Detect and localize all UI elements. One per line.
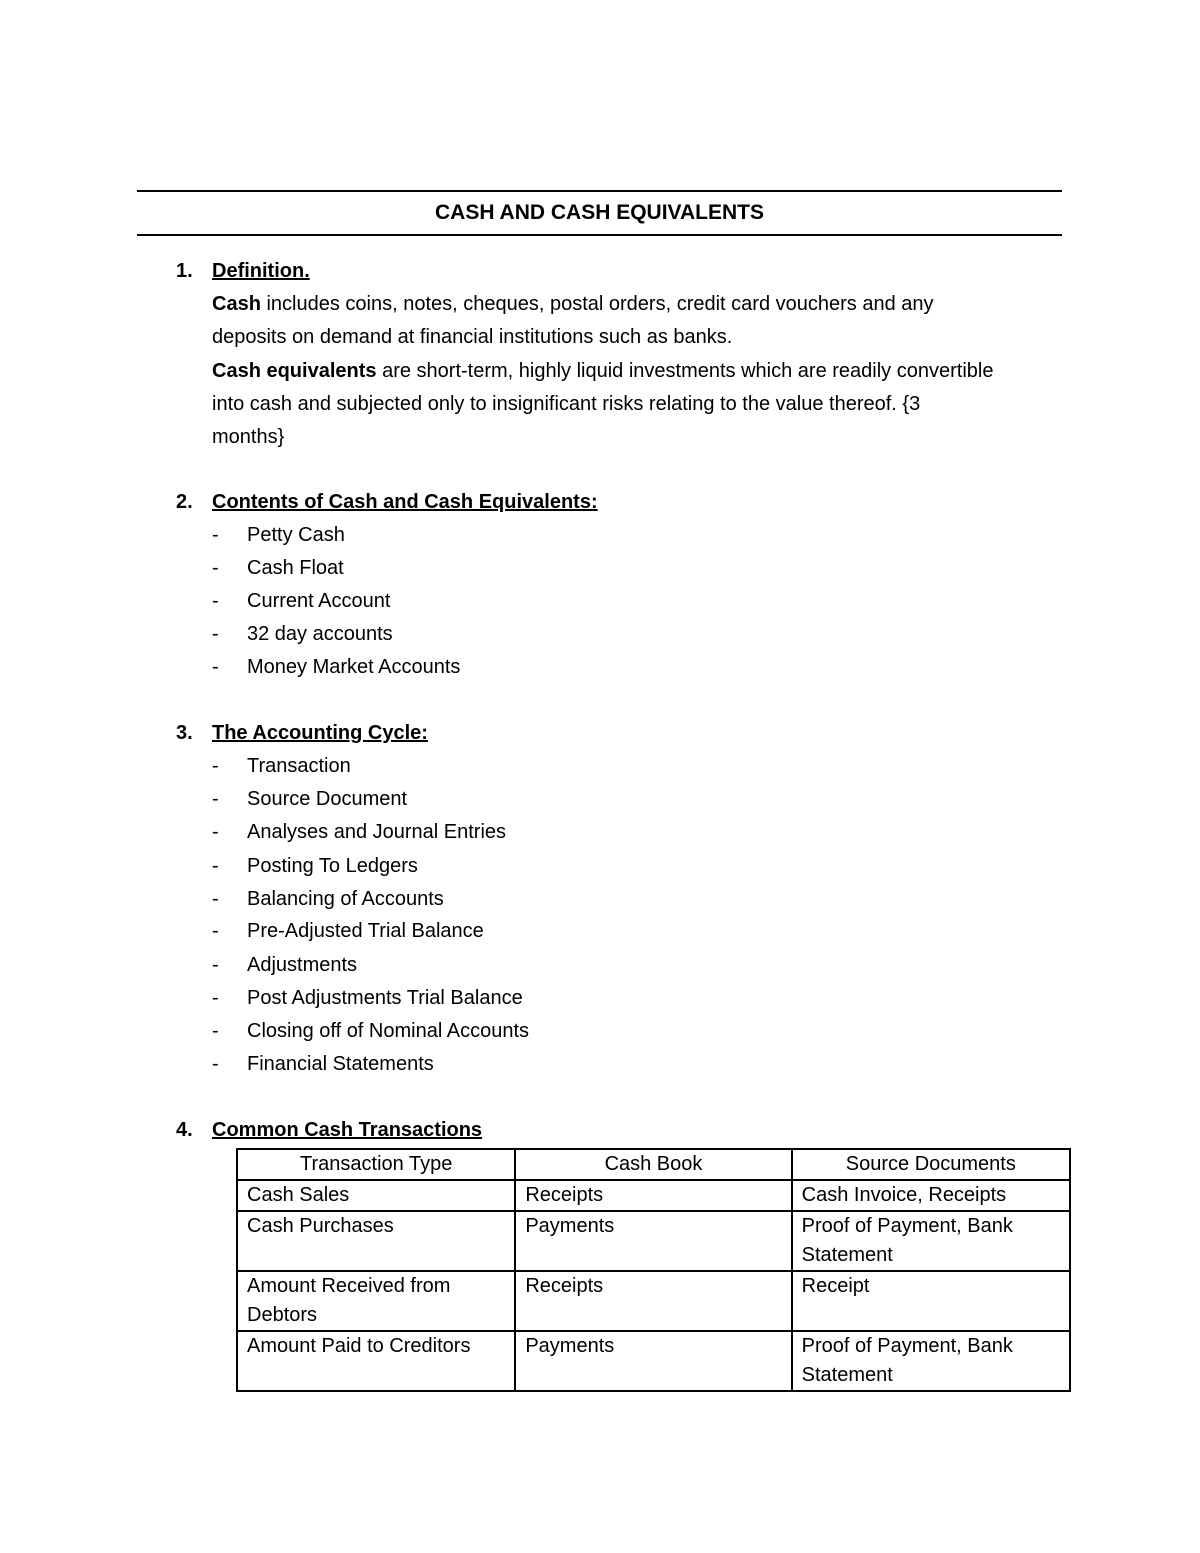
section-3-number: 3. <box>176 722 193 744</box>
list-item: Closing off of Nominal Accounts <box>247 1020 530 1042</box>
list-item: 32 day accounts <box>247 623 393 645</box>
column-header: Cash Book <box>515 1149 791 1180</box>
table-cell: Amount Received from Debtors <box>237 1271 515 1331</box>
table-cell: Payments <box>515 1211 791 1271</box>
section-1-heading: Definition. <box>212 260 310 282</box>
bullet-dash: - <box>212 755 219 777</box>
bullet-dash: - <box>212 656 219 678</box>
table-row <box>237 1211 1070 1271</box>
bullet-dash: - <box>212 1020 219 1042</box>
page-title: CASH AND CASH EQUIVALENTS <box>434 201 765 224</box>
table-cell: Proof of Payment, Bank Statement <box>792 1331 1070 1391</box>
table-row <box>237 1331 1070 1391</box>
table-cell: Payments <box>515 1331 791 1391</box>
section-2-heading: Contents of Cash and Cash Equivalents: <box>212 491 598 513</box>
definition-cash-line-2: deposits on demand at financial institutions such as banks. <box>212 326 733 348</box>
list-item: Transaction <box>247 755 351 777</box>
list-item: Financial Statements <box>247 1053 434 1075</box>
section-4-heading: Common Cash Transactions <box>212 1119 483 1141</box>
title-top-rule <box>137 190 1062 192</box>
term-cash: Cash <box>212 293 261 315</box>
cash-transactions-table <box>236 1148 1071 1392</box>
table-cell: Receipts <box>515 1180 791 1211</box>
bullet-dash: - <box>212 987 219 1009</box>
definition-equivalents-text-1: are short-term, highly liquid investments which are readily convertible <box>376 360 994 382</box>
list-item: Petty Cash <box>247 524 345 546</box>
section-1-number: 1. <box>176 260 193 282</box>
bullet-dash: - <box>212 821 219 843</box>
bullet-dash: - <box>212 590 219 612</box>
table-cell: Amount Paid to Creditors <box>237 1331 515 1391</box>
table-row <box>237 1180 1070 1211</box>
table-cell: Receipts <box>515 1271 791 1331</box>
section-2-number: 2. <box>176 491 193 513</box>
title-bottom-rule <box>137 234 1062 236</box>
bullet-dash: - <box>212 524 219 546</box>
column-header: Source Documents <box>792 1149 1070 1180</box>
list-item: Cash Float <box>247 557 344 579</box>
bullet-dash: - <box>212 623 219 645</box>
definition-cash-text-1: includes coins, notes, cheques, postal orders, credit card vouchers and any <box>260 293 934 315</box>
section-4-number: 4. <box>176 1119 193 1141</box>
list-item: Posting To Ledgers <box>247 855 418 877</box>
list-item: Analyses and Journal Entries <box>247 821 507 843</box>
table-cell: Cash Purchases <box>237 1211 515 1271</box>
bullet-dash: - <box>212 855 219 877</box>
column-header: Transaction Type <box>237 1149 515 1180</box>
list-item: Current Account <box>247 590 391 612</box>
section-3-heading: The Accounting Cycle: <box>212 722 428 744</box>
list-item: Source Document <box>247 788 408 810</box>
table-cell: Cash Sales <box>237 1180 515 1211</box>
list-item: Pre-Adjusted Trial Balance <box>247 920 484 942</box>
table-cell: Cash Invoice, Receipts <box>792 1180 1070 1211</box>
table-header-row <box>237 1149 1070 1180</box>
list-item: Adjustments <box>247 954 358 976</box>
bullet-dash: - <box>212 1053 219 1075</box>
definition-equivalents-line-1 <box>212 356 993 386</box>
definition-equivalents-line-2: into cash and subjected only to insignificant risks relating to the value thereof. {3 <box>212 393 921 415</box>
list-item: Balancing of Accounts <box>247 888 444 910</box>
table-cell: Receipt <box>792 1271 1070 1331</box>
bullet-dash: - <box>212 557 219 579</box>
definition-cash-line-1 <box>212 289 934 319</box>
definition-equivalents-line-3: months} <box>212 426 285 448</box>
bullet-dash: - <box>212 954 219 976</box>
term-cash-equivalents: Cash equivalents <box>212 360 377 382</box>
bullet-dash: - <box>212 888 219 910</box>
bullet-dash: - <box>212 788 219 810</box>
bullet-dash: - <box>212 920 219 942</box>
list-item: Post Adjustments Trial Balance <box>247 987 523 1009</box>
list-item: Money Market Accounts <box>247 656 461 678</box>
table-row <box>237 1271 1070 1331</box>
table-cell: Proof of Payment, Bank Statement <box>792 1211 1070 1271</box>
